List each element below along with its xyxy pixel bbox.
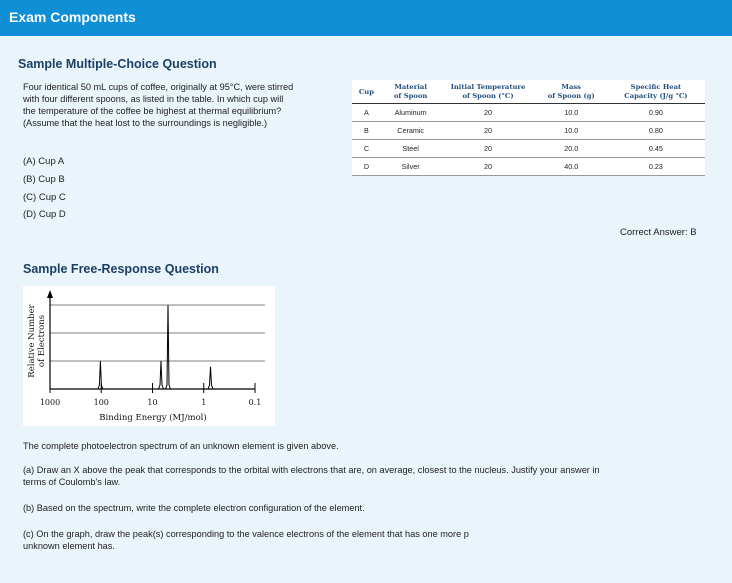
choice-c[interactable]: (C) Cup C (23, 192, 66, 203)
col-header-material (381, 80, 440, 104)
table-cell: 0.90 (607, 104, 705, 122)
frq-part-b: (b) Based on the spectrum, write the complete electron configuration of the element. (23, 503, 365, 513)
table-cell: 20 (440, 104, 535, 122)
col-header-mass (536, 80, 607, 104)
col-header-line: of Spoon (393, 92, 428, 100)
col-header-specific-heat (607, 80, 705, 104)
y-axis-label-line-1: Relative Number (27, 304, 37, 378)
x-tick-label: 100 (93, 398, 109, 407)
frq-part-c-line-2: unknown element has. (23, 541, 115, 551)
table-cell: 20 (440, 158, 535, 176)
table-header-row (352, 80, 705, 104)
mcq-question-line: (Assume that the heat lost to the surroundings is negligible.) (23, 118, 268, 128)
pes-chart (23, 286, 275, 426)
col-header-line: Specific Heat (630, 83, 682, 91)
table-cell: 0.23 (607, 158, 705, 176)
table-cell: 20 (440, 122, 535, 140)
frq-intro: The complete photoelectron spectrum of an unknown element is given above. (23, 441, 339, 451)
frq-part-a-line-1: (a) Draw an X above the peak that corresponds to the orbital with electrons that are, on average, closest to the nucleus. Justify your answer in (23, 465, 600, 475)
mcq-question-line: with four different spoons, as listed in the table. In which cup will (23, 94, 284, 104)
table-cell: Aluminum (381, 104, 440, 122)
mcq-question-line: Four identical 50 mL cups of coffee, originally at 95°C, were stirred (23, 82, 294, 92)
table-row (352, 140, 705, 158)
table-cell: 20 (440, 140, 535, 158)
col-header-line: Mass (561, 83, 582, 91)
table-cell: 0.45 (607, 140, 705, 158)
x-tick-label: 0.1 (248, 398, 262, 407)
choice-d[interactable]: (D) Cup D (23, 209, 66, 220)
col-header-line: of Spoon (g) (547, 92, 595, 100)
col-header-cup (352, 80, 381, 104)
table-cell: 10.0 (536, 104, 607, 122)
table-row (352, 104, 705, 122)
col-header-line: Material (394, 83, 427, 91)
col-header-line: of Spoon (°C) (462, 92, 514, 100)
x-tick-label: 1000 (39, 398, 61, 407)
table-cell: 0.80 (607, 122, 705, 140)
frq-heading: Sample Free-Response Question (23, 262, 219, 276)
mcq-question-line: the temperature of the coffee be highest at thermal equilibrium? (23, 106, 282, 116)
table-cell: Steel (381, 140, 440, 158)
correct-answer: Correct Answer: B (620, 227, 697, 238)
table-cell: Silver (381, 158, 440, 176)
x-axis-label: Binding Energy (MJ/mol) (99, 413, 207, 423)
header-bar (0, 0, 732, 36)
table-cell: C (352, 140, 381, 158)
table-cell: 10.0 (536, 122, 607, 140)
page-title: Exam Components (9, 9, 136, 25)
table-cell: Ceramic (381, 122, 440, 140)
table-cell: 20.0 (536, 140, 607, 158)
col-header-line: Cup (358, 87, 374, 96)
frq-part-c-line-1: (c) On the graph, draw the peak(s) corresponding to the valence electrons of the element that has one more p (23, 529, 469, 539)
table-row (352, 158, 705, 176)
y-axis-label-line-2: of Electrons (37, 314, 47, 368)
table-cell: D (352, 158, 381, 176)
mcq-heading: Sample Multiple-Choice Question (18, 57, 217, 71)
choice-b[interactable]: (B) Cup B (23, 174, 65, 185)
x-tick-label: 10 (147, 398, 158, 407)
spoon-table (352, 80, 705, 176)
col-header-line: Capacity (J/g °C) (624, 92, 688, 100)
table-row (352, 122, 705, 140)
table-cell: B (352, 122, 381, 140)
col-header-line: Initial Temperature (450, 83, 526, 91)
choice-a[interactable]: (A) Cup A (23, 156, 65, 167)
table-cell: 40.0 (536, 158, 607, 176)
frq-part-a-line-2: terms of Coulomb's law. (23, 477, 121, 487)
col-header-temperature (440, 80, 535, 104)
table-cell: A (352, 104, 381, 122)
x-tick-label: 1 (201, 398, 207, 407)
